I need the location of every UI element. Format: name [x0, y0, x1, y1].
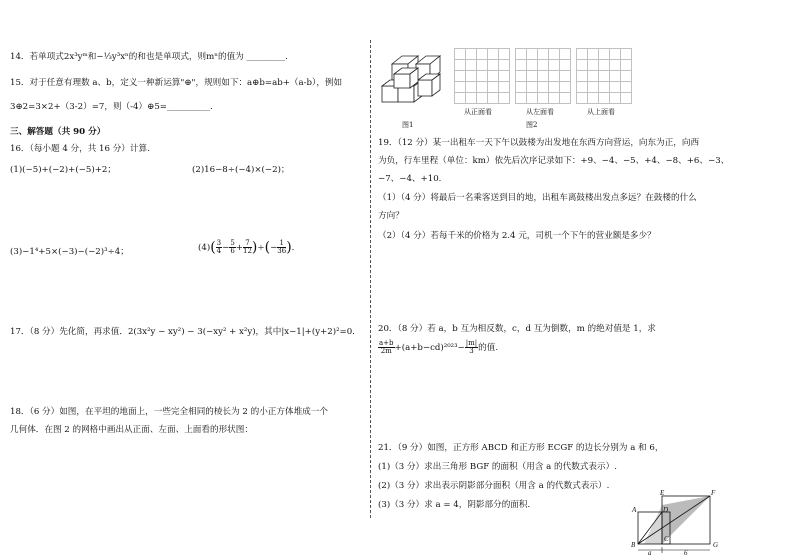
numerator: |m|	[465, 339, 478, 347]
point-c-label: C	[664, 535, 669, 543]
operator: +	[235, 243, 243, 253]
point-g-label: G	[713, 541, 719, 549]
length-6-label: 6	[684, 549, 688, 556]
view-left-label: 从左面看	[526, 108, 554, 116]
question-16-1: (1)(−5)+(−2)+(−5)+2；	[10, 165, 116, 175]
denominator: 4	[216, 247, 222, 255]
point-f-label: F	[711, 489, 716, 497]
point-d-label: D	[663, 506, 669, 514]
question-21-2: (2)（3 分）求出表示阴影部分面积（用含 a 的代数式表示）.	[378, 481, 610, 491]
numerator: 7	[243, 240, 252, 248]
question-19-2: （2）（4 分）若每千米的价格为 2.4 元，司机一个下午的营业额是多少？	[378, 231, 656, 241]
point-e-label: E	[660, 489, 665, 497]
expression: +(a+b−cd)²⁰²³−	[394, 343, 465, 353]
denominator: 12	[243, 247, 252, 255]
suffix: 的值.	[478, 343, 499, 353]
question-21-1: (1)（3 分）求出三角形 BGF 的面积（用含 a 的代数式表示）.	[378, 462, 617, 472]
view-front-label: 从正面看	[464, 108, 492, 116]
numerator: 5	[230, 239, 235, 247]
question-15-line2: 3⊕2=3×2+（3-2）=7，则（-4）⊕5=__________.	[10, 102, 213, 112]
cube-stack-figure	[378, 50, 448, 112]
question-19-1b: 方向？	[378, 211, 404, 221]
question-21-line1: 21．（9 分）如图，正方形 ABCD 和正方形 ECGF 的边长分别为 a 和 6，	[378, 443, 664, 453]
length-a-label: a	[648, 549, 652, 556]
denominator: 2m	[380, 347, 392, 355]
figure-1-caption: 图1	[402, 121, 414, 129]
fraction	[277, 240, 286, 255]
point-a-label: A	[632, 506, 637, 514]
question-19-line3: −7、−4、+10.	[378, 174, 442, 184]
question-20-line2	[378, 340, 498, 355]
grid-front-view	[454, 48, 510, 104]
question-14: 14．若单项式2x³yᵐ和−⅓y³xⁿ的和也是单项式，则mⁿ的值为 _________.	[10, 52, 288, 62]
question-16-2: (2)16−8÷(−4)×(−2)；	[192, 165, 290, 175]
section-3-heading: 三、解答题（共 90 分）	[10, 127, 106, 137]
denominator: 36	[277, 247, 287, 255]
q16-4-label: (4)	[198, 243, 211, 253]
denominator: 3	[469, 347, 474, 355]
fraction	[243, 240, 252, 255]
fraction	[378, 340, 395, 355]
operator: −	[222, 243, 230, 253]
question-16-3: (3)−1⁴+5×(−3)−(−2)³÷4；	[10, 247, 129, 257]
denominator: 6	[230, 247, 235, 255]
fraction	[465, 340, 478, 355]
question-19-line1: 19．（12 分）某一出租车一天下午以鼓楼为出发地在东西方向营运，向东为正，向西	[378, 138, 700, 148]
numerator: 3	[216, 239, 222, 247]
grid-top-view	[576, 48, 632, 104]
question-18-line2: 几何体．在图 2 的网格中画出从正面、左面、上面看的形状图：	[10, 425, 253, 435]
question-17: 17．（8 分）先化简，再求值．2(3x²y − xy²) − 3(−xy² + x²y)，其中|x−1|+(y+2)²=0．	[10, 327, 361, 337]
squares-figure	[630, 488, 730, 556]
question-16-4: (4)( $\frac{3}{4}$ − $\frac{5}{6}$ + $\frac{7}{12}$ )÷(− $\frac{1}{36}$ ).	[198, 239, 295, 256]
question-19-line2: 为负，行车里程（单位：km）依先后次序记录如下：+9、−4、−5、+4、−8、+6、−3、	[378, 156, 730, 166]
question-16: 16．（每小题 4 分，共 16 分）计算.	[10, 144, 150, 154]
numerator: a+b	[379, 339, 394, 347]
question-21-3: (3)（3 分）求 a = 4，阴影部分的面积．	[378, 500, 537, 510]
view-top-label: 从上面看	[587, 108, 615, 116]
column-divider	[370, 40, 371, 518]
grid-left-view	[515, 48, 571, 104]
question-18-line1: 18．（6 分）如图，在平坦的地面上，一些完全相同的棱长为 2 的小正方体堆成一个	[10, 407, 328, 417]
operator: ÷	[257, 243, 265, 253]
numerator: 1	[277, 240, 286, 248]
point-b-label: B	[631, 541, 636, 549]
question-19-1a: （1）（4 分）将最后一名乘客送到目的地，出租车离鼓楼出发点多远？在鼓楼的什么	[378, 193, 697, 203]
question-15-line1: 15．对于任意有理数 a、b，定义一种新运算"⊕"，规则如下：a⊕b=ab+（a-b），例如	[10, 78, 343, 88]
figure-2-caption: 图2	[526, 121, 538, 129]
question-20-line1: 20．（8 分）若 a，b 互为相反数，c，d 互为倒数，m 的绝对值是 1，求	[378, 324, 656, 334]
